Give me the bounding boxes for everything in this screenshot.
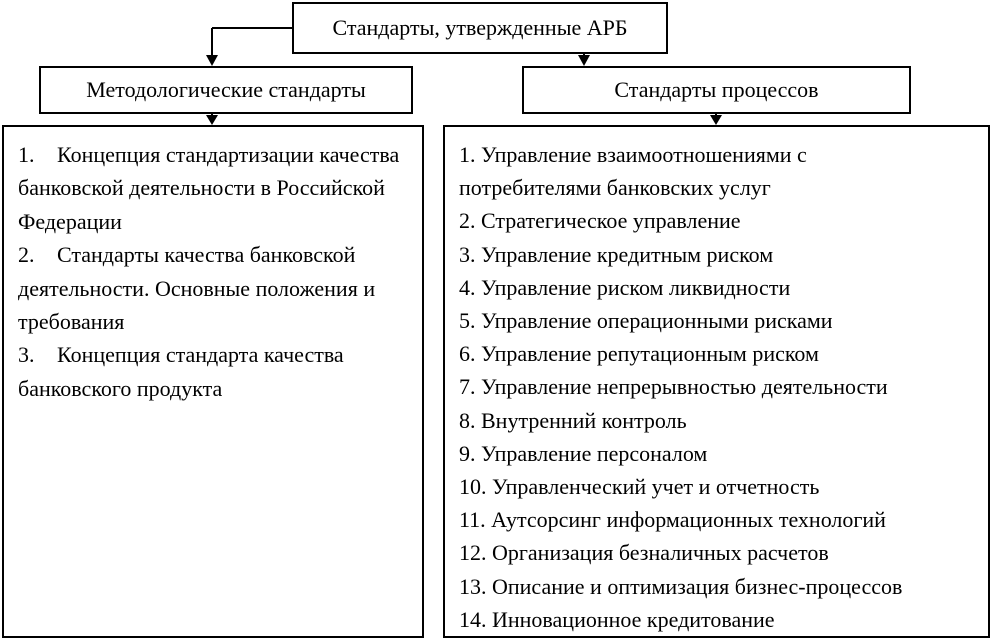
list-item: 12. Организация безналичных расчетов: [459, 540, 829, 566]
list-item: 13. Описание и оптимизация бизнес-процессов: [459, 573, 903, 599]
process-standards-header: [522, 66, 911, 114]
arrowhead-right-list: [710, 115, 722, 125]
item-number: 1.: [18, 142, 35, 167]
list-item: 4. Управление риском ликвидности: [459, 274, 791, 300]
list-item: 7. Управление непрерывностью деятельности: [459, 374, 888, 400]
arrowhead-left-list: [206, 115, 218, 125]
arrowhead-left-head: [206, 55, 218, 66]
list-item: потребителями банковских услуг: [459, 175, 771, 201]
list-item: 2. Стратегическое управление: [459, 208, 741, 234]
list-item: 8. Внутренний контроль: [459, 407, 687, 433]
list-item: [18, 338, 414, 405]
item-text: Концепция стандартизации качества банковской деятельности в Российской Федерации: [18, 142, 400, 234]
right-heading-label: Стандарты процессов: [614, 77, 819, 102]
root-node: [292, 2, 668, 54]
list-item: 6. Управление репутационным риском: [459, 341, 819, 367]
item-number: 3.: [18, 342, 35, 368]
item-number: 2.: [18, 242, 35, 268]
list-item: 1. Управление взаимоотношениями с: [459, 142, 807, 167]
list-item: 10. Управленческий учет и отчетность: [459, 474, 820, 500]
root-label: Стандарты, утвержденные АРБ: [332, 15, 628, 40]
list-item: 11. Аутсорсинг информационных технологий: [459, 507, 886, 533]
item-text: Стандарты качества банковской деятельности. Основные положения и требования: [18, 242, 376, 335]
methodological-standards-list: [2, 125, 424, 638]
list-item: 3. Управление кредитным риском: [459, 241, 774, 267]
list-item: 14. Инновационное кредитование: [459, 606, 775, 632]
process-standards-list: [443, 125, 990, 638]
list-item: [18, 138, 414, 238]
methodological-standards-header: [39, 66, 413, 114]
list-item: [18, 238, 414, 338]
list-item: 5. Управление операционными рисками: [459, 308, 833, 334]
arrowhead-right-head: [578, 55, 590, 66]
item-text: Концепция стандарта качества банковского продукта: [18, 342, 344, 401]
left-heading-label: Методологические стандарты: [86, 77, 366, 102]
list-item: 9. Управление персоналом: [459, 440, 708, 466]
